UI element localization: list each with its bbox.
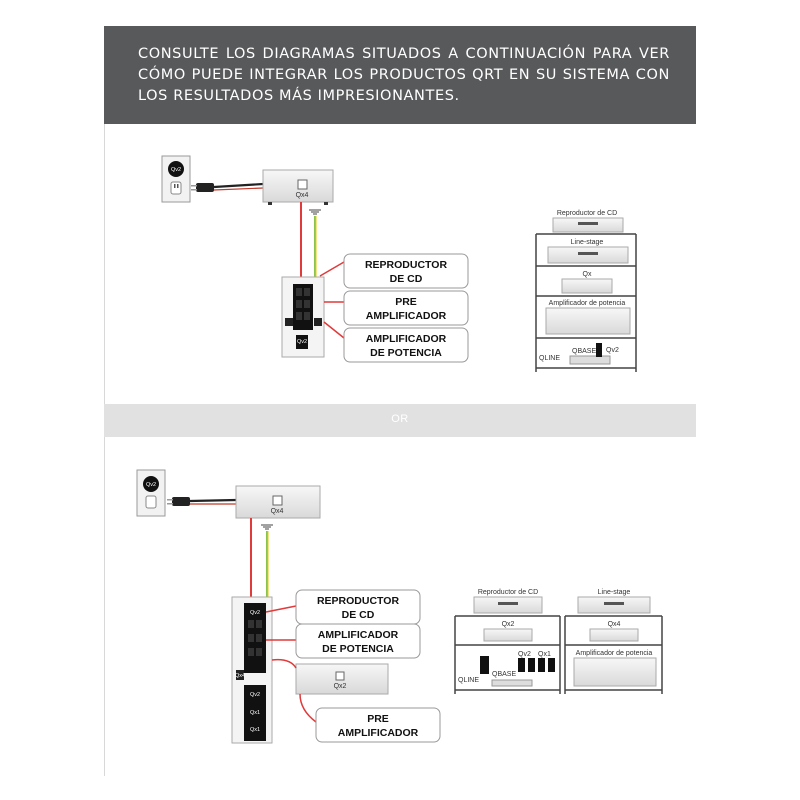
- rack-1: [536, 210, 636, 372]
- label-reproductor-1: REPRODUCTOR: [364, 259, 448, 271]
- plug-1: [191, 183, 214, 192]
- label-de-cd-2: DE CD: [341, 609, 375, 621]
- label-amp-potencia-2a: AMPLIFICADOR: [317, 629, 399, 641]
- rack2l-qv2: Qv2: [518, 651, 531, 658]
- ground-symbol-1: [309, 210, 321, 214]
- rack2r-label-1: Qx4: [607, 621, 621, 628]
- header-text: CONSULTE LOS DIAGRAMAS SITUADOS A CONTINUACIÓN PARA VER CÓMO PUEDE INTEGRAR LOS PRODUCTOS QRT EN SU SISTEMA CON LOS RESULTADOS MÁS IMPRESIONANTES.: [138, 46, 670, 104]
- strip2-badge-1: Qx4: [234, 673, 246, 679]
- small-box-badge: Qx2: [333, 683, 347, 690]
- outlet-badge-1: Qv2: [170, 167, 182, 173]
- power-cable-red-1: [214, 188, 263, 190]
- rack1-shelf-label-0: Reproductor de CD: [556, 210, 618, 217]
- rack-2-right: [565, 589, 662, 694]
- label-reproductor-2: REPRODUCTOR: [316, 595, 400, 607]
- power-cable-2: [190, 500, 236, 501]
- label-amp-potencia-2b: DE POTENCIA: [322, 643, 394, 655]
- strip2-badge-3: Qx1: [249, 710, 261, 716]
- strip2-badge-4: Qx1: [249, 727, 261, 733]
- label-group-1: [320, 254, 468, 362]
- box-badge-2: Qx4: [270, 508, 284, 515]
- qx4-box-1: [263, 170, 333, 205]
- strip2-badge-2: Qv2: [249, 692, 261, 698]
- qx2-box-2: [296, 664, 388, 694]
- label-pre-2: PRE: [367, 713, 389, 725]
- link-qx2: [272, 660, 296, 668]
- rack1-base-qbase: QBASE: [572, 348, 597, 355]
- plug-2: [167, 497, 190, 506]
- label-de-cd-1: DE CD: [389, 273, 423, 285]
- power-strip-2: [232, 597, 272, 743]
- rack2l-label-0: Reproductor de CD: [477, 589, 539, 596]
- label-amp-potencia-1b: DE POTENCIA: [370, 347, 442, 359]
- rack1-shelf-label-3: Amplificador de potencia: [548, 300, 626, 307]
- qx4-box-2: [236, 486, 320, 518]
- or-label: OR: [391, 413, 409, 425]
- rack2r-label-2: Amplificador de potencia: [575, 650, 653, 657]
- rack2l-qline: QLINE: [458, 677, 480, 684]
- rack1-base-qline: QLINE: [539, 355, 561, 362]
- outlet-badge-2: Qv2: [145, 482, 157, 488]
- rack1-shelf-label-1: Line-stage: [570, 239, 604, 246]
- power-cable-1: [214, 184, 263, 187]
- rack1-shelf-label-2: Qx: [582, 271, 592, 278]
- rack1-base-qv2: Qv2: [606, 347, 619, 354]
- strip2-badge-0: Qv2: [249, 610, 261, 616]
- label-pre-1: PRE: [395, 296, 417, 308]
- label-amp-potencia-1a: AMPLIFICADOR: [365, 333, 447, 345]
- rack2l-qbase: QBASE: [492, 671, 517, 678]
- rack2l-qx1: Qx1: [538, 651, 551, 658]
- rack-2-left: [455, 589, 560, 694]
- wall-outlet-2: [137, 470, 165, 516]
- ground-symbol-2: [261, 525, 273, 529]
- label-amplificador-1: AMPLIFICADOR: [365, 310, 447, 322]
- rack2r-label-0: Line-stage: [597, 589, 631, 596]
- power-strip-1: [282, 277, 324, 357]
- label-amplificador-2: AMPLIFICADOR: [337, 727, 419, 739]
- box-badge-1: Qx4: [295, 192, 309, 199]
- wall-outlet-1: [162, 156, 190, 202]
- diagram-1: [162, 156, 636, 372]
- strip-badge-1: Qv2: [296, 339, 308, 345]
- rack2l-label-1: Qx2: [501, 621, 515, 628]
- diagram-2: [137, 470, 662, 743]
